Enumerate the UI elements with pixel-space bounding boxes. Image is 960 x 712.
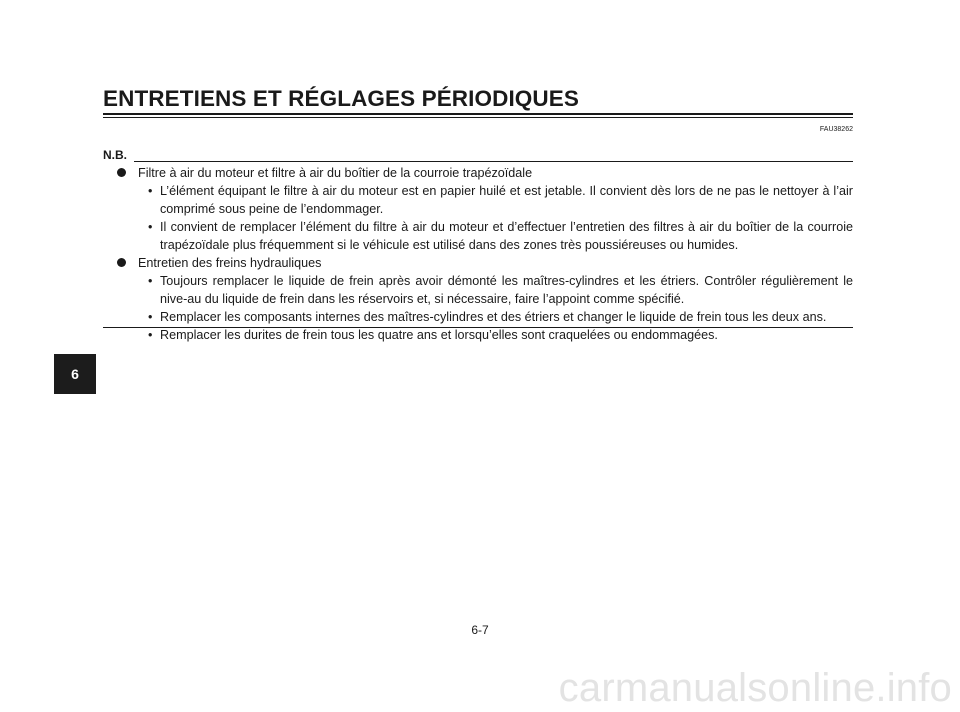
page-title: ENTRETIENS ET RÉGLAGES PÉRIODIQUES [103, 86, 579, 111]
watermark: carmanualsonline.info [558, 666, 952, 710]
bullet-icon: • [148, 328, 153, 342]
chapter-tab: 6 [54, 354, 96, 394]
sub-item [103, 182, 853, 218]
bullet-icon: • [148, 220, 153, 234]
note-item-title: Entretien des freins hydrauliques [138, 256, 322, 270]
title-rule-thick [103, 113, 853, 115]
note-label: N.B. [103, 148, 127, 162]
title-rule-thin [103, 117, 853, 118]
sub-item-text: L’élément équipant le filtre à air du moteur est en papier huilé et est jetable. Il convient dès lors de ne pas le nettoyer à l’air comprimé sous peine de l’endommager. [160, 184, 853, 216]
sub-item [103, 218, 853, 254]
sub-item-text: Il convient de remplacer l’élément du filtre à air du moteur et d’effectuer l’entretien des filtres à air du boîtier de la courroie trapézoïdale plus fréquemment si le véhicule est utilisé dans des zones très poussiéreuses ou humides. [160, 220, 853, 252]
note-header [103, 148, 853, 164]
sub-list [103, 182, 853, 254]
reference-code: FAU38262 [819, 126, 853, 133]
sub-item [103, 272, 853, 308]
filled-circle-bullet-icon [117, 168, 126, 177]
bullet-icon: • [148, 184, 153, 198]
sub-item-text: Remplacer les composants internes des maîtres-cylindres et des étriers et changer le liquide de frein tous les deux ans. [160, 310, 827, 324]
filled-circle-bullet-icon [117, 258, 126, 267]
bullet-icon: • [148, 310, 153, 324]
page-number: 6-7 [471, 623, 489, 637]
sub-list [103, 272, 853, 344]
sub-item [103, 308, 853, 326]
sub-item-text: Remplacer les durites de frein tous les quatre ans et lorsqu’elles sont craquelées ou endommagées. [160, 328, 718, 342]
sub-item-text: Toujours remplacer le liquide de frein après avoir démonté les maîtres-cylindres et les étriers. Contrôler régulièrement le nive-au du liquide de frein dans les réservoirs et, si nécessaire, faire l’appoint comme spécifié. [160, 274, 853, 306]
note-header-rule [134, 161, 853, 162]
sub-item [103, 326, 853, 344]
note-item [103, 254, 853, 272]
note-body [103, 164, 853, 344]
bullet-icon: • [148, 274, 153, 288]
note-item [103, 164, 853, 182]
note-end-rule [103, 327, 853, 328]
note-item-title: Filtre à air du moteur et filtre à air du boîtier de la courroie trapézoïdale [138, 166, 533, 180]
